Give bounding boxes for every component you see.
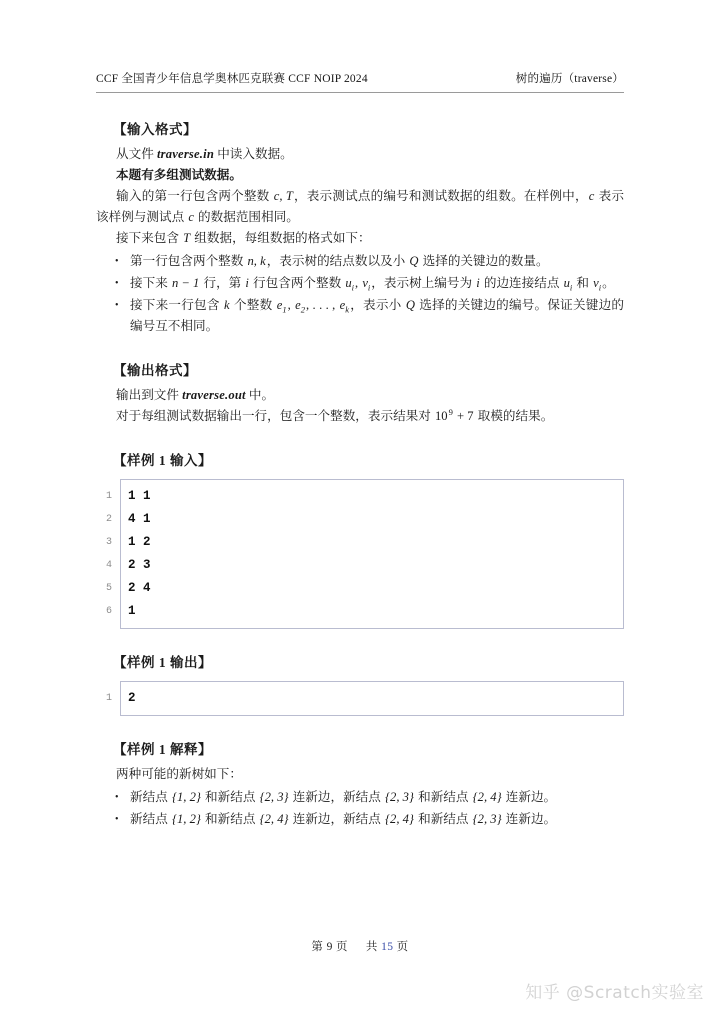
header-divider <box>96 92 624 93</box>
footer-current-page: 第 9 页 <box>311 941 348 953</box>
bullet-text: ，表示树上编号为 <box>371 276 476 290</box>
code-line <box>96 554 624 577</box>
sample-input-code-block <box>96 479 624 629</box>
list-item <box>128 787 624 808</box>
bullet-math: n, k <box>247 254 266 268</box>
code-line <box>96 577 624 600</box>
list-item <box>128 273 624 294</box>
footer-total-prefix: 共 <box>365 941 382 953</box>
bullet-math: $e_1$ <box>276 298 287 315</box>
bullet-text: 和新结点 <box>414 812 472 826</box>
bullet-math: {1, 2} <box>171 812 201 826</box>
bullet-math: $u_i$ <box>563 276 573 293</box>
bullet-math: Q <box>405 298 415 312</box>
bullet-text: , . . . , <box>306 298 339 312</box>
bullet-math: {2, 4} <box>259 812 289 826</box>
code-line-text: 2 3 <box>128 558 151 572</box>
sample-explain-bullet-list <box>96 787 624 830</box>
code-line-text: 1 2 <box>128 535 151 549</box>
bullet-text: 选择的关键边的编号。保证关键边的编号互不相同。 <box>130 298 625 333</box>
bullet-text: , <box>287 298 295 312</box>
bullet-text: 行，第 <box>200 276 245 290</box>
section-title-sample-output: 【样例 1 输出】 <box>113 655 212 670</box>
input-groups-b: 组数据，每组数据的格式如下： <box>191 231 371 245</box>
bullet-math: {2, 4} <box>385 812 414 826</box>
bullet-math-subscript: k <box>345 304 349 315</box>
bullet-math: Q <box>409 254 419 268</box>
watermark: 知乎 @Scratch实验室 <box>525 983 704 1003</box>
code-line-text: 2 4 <box>128 581 151 595</box>
bullet-text: , <box>355 276 362 290</box>
bullet-text: 新结点 <box>130 790 171 804</box>
section-title-sample-explain: 【样例 1 解释】 <box>113 742 212 757</box>
output-file-prefix: 输出到文件 <box>116 388 183 402</box>
code-line-number: 5 <box>105 583 112 594</box>
sample-output-rows <box>96 687 624 710</box>
code-line-number: 6 <box>105 606 112 617</box>
output-modulo-desc <box>96 406 624 427</box>
document-body <box>96 118 624 831</box>
bullet-text: 的边连接结点 <box>480 276 563 290</box>
bullet-math: $e_2$ <box>295 298 306 315</box>
code-line <box>96 687 624 710</box>
code-line-number: 4 <box>105 560 112 571</box>
code-line-number: 3 <box>105 537 112 548</box>
bullet-text: 个整数 <box>230 298 276 312</box>
header-contest-title: CCF 全国青少年信息学奥林匹克联赛 CCF NOIP 2024 <box>96 73 368 85</box>
input-groups-var: T <box>183 231 191 245</box>
code-line <box>96 508 624 531</box>
bullet-math: $v_i$ <box>593 276 602 293</box>
bullet-math-subscript: 2 <box>300 304 306 315</box>
bullet-math-subscript: i <box>367 282 371 293</box>
code-line-text: 2 <box>128 691 136 705</box>
bullet-text: 连新边，新结点 <box>289 812 384 826</box>
code-line-number: 1 <box>105 491 112 502</box>
bullet-math: {2, 3} <box>385 790 414 804</box>
section-title-sample-input: 【样例 1 输入】 <box>113 453 212 468</box>
output-mod-b: 取模的结果。 <box>474 409 554 423</box>
bullet-math: {2, 4} <box>472 790 502 804</box>
sample-input-rows <box>96 485 624 623</box>
bullet-text: 。 <box>602 276 615 290</box>
code-line-number: 2 <box>105 514 112 525</box>
input-first-b: ，表示测试点的编号和测试数据的组数。在样例中， <box>293 189 588 203</box>
bullet-text: ，表示小 <box>350 298 405 312</box>
bullet-text: 连新边，新结点 <box>289 790 384 804</box>
sample-output-code-block <box>96 681 624 716</box>
footer-total-number: 15 <box>381 941 394 953</box>
running-header <box>96 70 624 86</box>
input-file-name: traverse.in <box>156 147 215 161</box>
bullet-math: {2, 3} <box>259 790 289 804</box>
code-line-text: 1 1 <box>128 489 151 503</box>
input-file-prefix: 从文件 <box>116 147 157 161</box>
bullet-text: 和新结点 <box>414 790 472 804</box>
code-line <box>96 485 624 508</box>
input-first-a: 输入的第一行包含两个整数 <box>116 189 273 203</box>
input-groups-a: 接下来包含 <box>116 231 183 245</box>
page-footer <box>0 938 720 954</box>
output-file-name: traverse.out <box>182 388 246 402</box>
bullet-text: ，表示树的结点数以及小 <box>266 254 409 268</box>
code-line-text: 4 1 <box>128 512 151 526</box>
bullet-math: $e_k$ <box>339 298 349 315</box>
output-mod-exponent: 9 <box>448 406 453 417</box>
input-multi-test-note: 本题有多组测试数据。 <box>116 168 242 182</box>
bullet-math-subscript: i <box>598 282 602 293</box>
footer-total-suffix: 页 <box>393 941 409 953</box>
input-file-line <box>96 144 624 165</box>
input-first-c-var: c <box>588 189 595 203</box>
bullet-math: $u_i$ <box>345 276 355 293</box>
bullet-text: 连新边。 <box>502 790 557 804</box>
bullet-text: 连新边。 <box>502 812 557 826</box>
list-item <box>128 295 624 337</box>
bullet-text: 第一行包含两个整数 <box>130 254 247 268</box>
bullet-math-subscript: 1 <box>282 304 287 315</box>
output-mod-a: 对于每组测试数据输出一行，包含一个整数，表示结果对 <box>116 409 434 423</box>
bullet-text: 选择的关键边的数量。 <box>419 254 549 268</box>
input-first-c: 表示该样例与测试点 <box>96 189 625 224</box>
bullet-math: i <box>245 276 249 290</box>
list-item <box>128 809 624 830</box>
output-file-suffix: 中。 <box>245 388 275 402</box>
input-first-vars: c, T <box>273 189 293 203</box>
input-first-d: 的数据范围相同。 <box>194 210 299 224</box>
bullet-text: 和新结点 <box>201 790 259 804</box>
code-line <box>96 531 624 554</box>
section-title-input-format: 【输入格式】 <box>113 122 197 137</box>
header-problem-title: 树的遍历（traverse） <box>515 73 624 85</box>
output-mod-base: 10 <box>435 409 448 423</box>
bullet-math: $v_i$ <box>362 276 371 293</box>
bullet-math: k <box>224 298 230 312</box>
bullet-math: {2, 3} <box>472 812 502 826</box>
sample-explain-lead: 两种可能的新树如下： <box>116 767 242 781</box>
list-item <box>128 251 624 272</box>
bullet-text: 和 <box>573 276 593 290</box>
bullet-text: 和新结点 <box>201 812 259 826</box>
bullet-math-subscript: i <box>351 282 355 293</box>
bullet-math: i <box>476 276 480 290</box>
input-first-line-desc <box>96 186 624 228</box>
code-line <box>96 600 624 623</box>
bullet-math: {1, 2} <box>171 790 201 804</box>
input-groups-desc <box>96 228 624 249</box>
code-line-text: 1 <box>128 604 136 618</box>
section-title-output-format: 【输出格式】 <box>113 363 197 378</box>
bullet-math: n − 1 <box>171 276 200 290</box>
code-line-number: 1 <box>105 693 112 704</box>
bullet-text: 接下来一行包含 <box>130 298 224 312</box>
output-file-line <box>96 385 624 406</box>
input-format-bullet-list <box>96 251 624 337</box>
input-file-suffix: 中读入数据。 <box>214 147 293 161</box>
output-mod-plus: + 7 <box>453 409 474 423</box>
bullet-text: 新结点 <box>130 812 171 826</box>
bullet-math-subscript: i <box>569 282 573 293</box>
bullet-text: 行包含两个整数 <box>249 276 345 290</box>
input-first-c-var2: c <box>188 210 194 224</box>
bullet-text: 接下来 <box>130 276 171 290</box>
